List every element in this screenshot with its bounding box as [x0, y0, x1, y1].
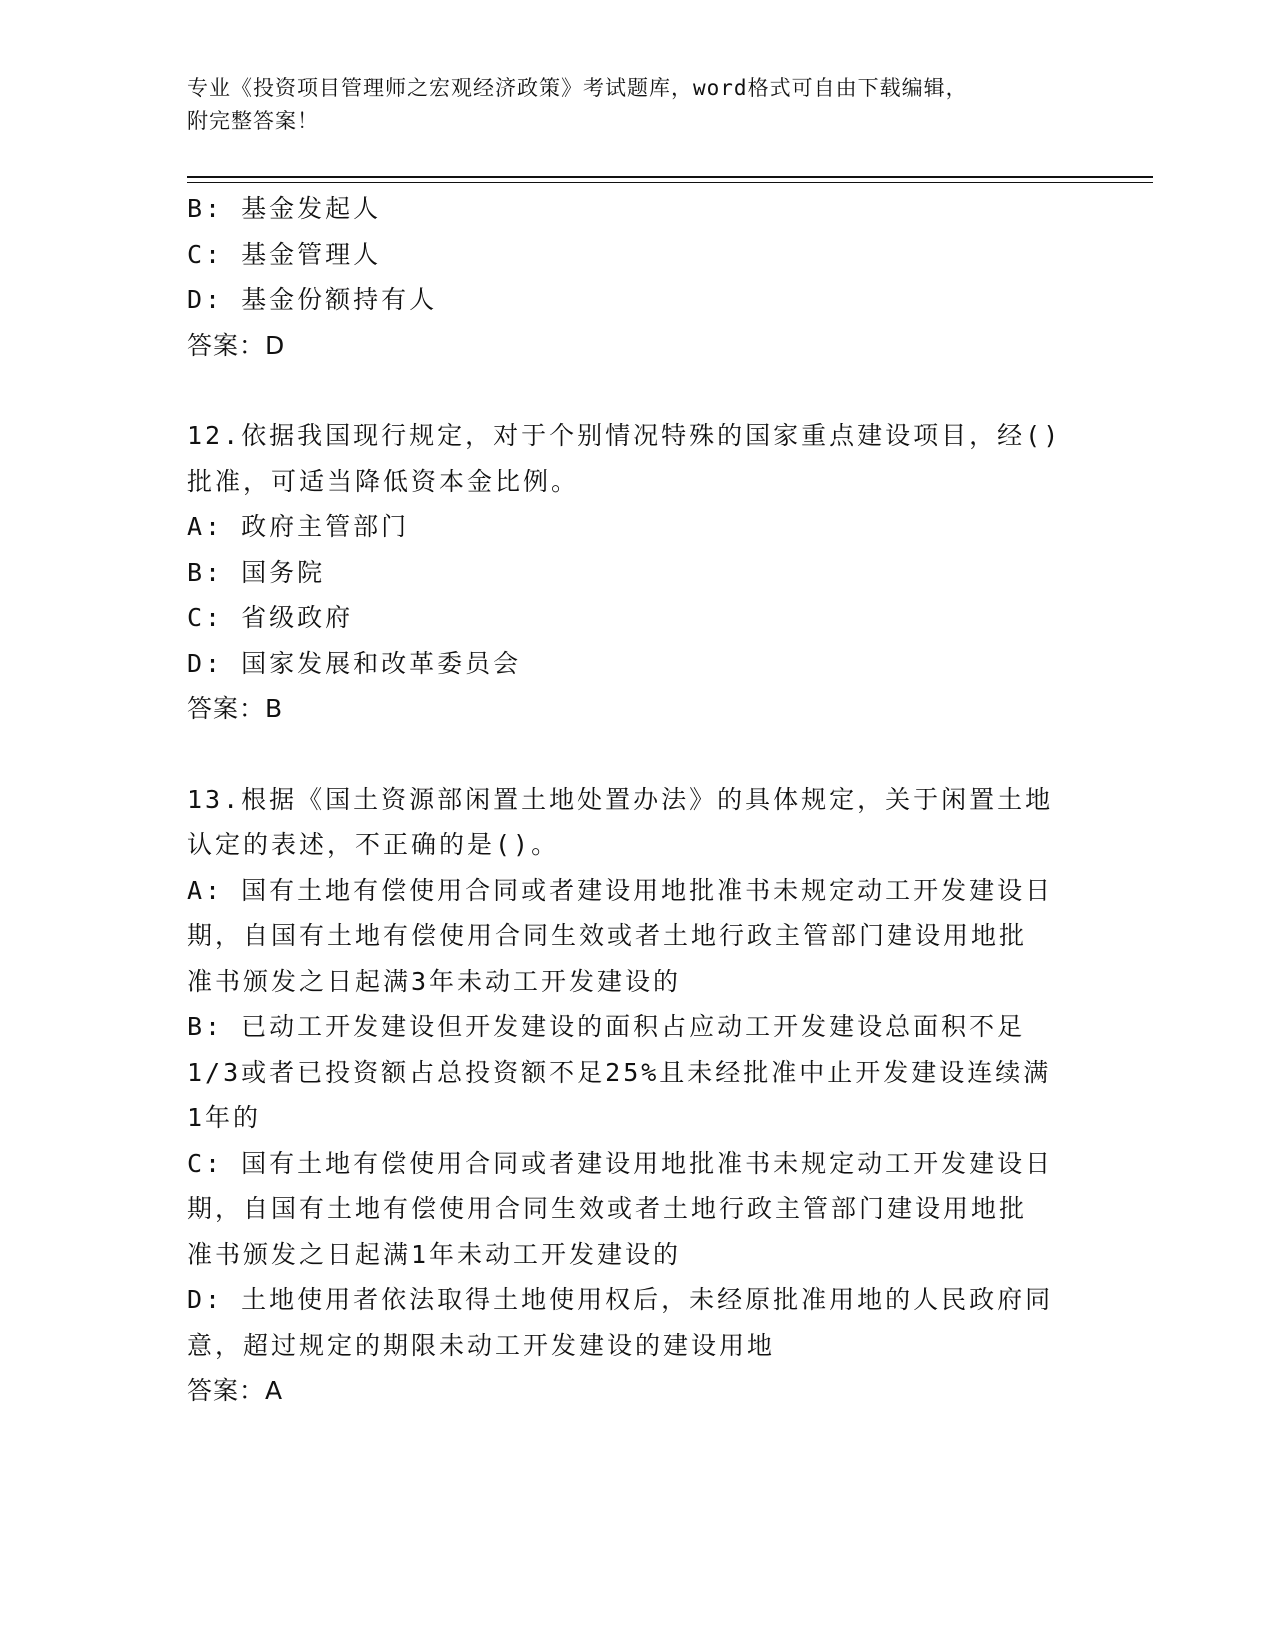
header-line-1: 专业《投资项目管理师之宏观经济政策》考试题库，word格式可自由下载编辑， [187, 76, 968, 100]
option-c-line: C: 国有土地有偿使用合同或者建设用地批准书未规定动工开发建设日 [187, 1148, 1054, 1178]
question-stem-line: 认定的表述，不正确的是()。 [187, 830, 560, 859]
spacer [187, 368, 1087, 413]
option-d-line: D: 土地使用者依法取得土地使用权后，未经原批准用地的人民政府同 [187, 1285, 1054, 1314]
option-b: B: 基金发起人 [187, 194, 382, 223]
option-d: D: 基金份额持有人 [187, 285, 438, 314]
answer-line: 答案：B [187, 694, 284, 723]
answer-line: 答案：A [187, 1376, 284, 1405]
document-body [187, 186, 1087, 1414]
header-line-2: 附完整答案！ [187, 109, 319, 133]
option-b-line: 1年的 [187, 1103, 262, 1132]
option-a-line: 期，自国有土地有偿使用合同生效或者土地行政主管部门建设用地批 [187, 921, 1028, 950]
prev-question-block [187, 186, 1087, 368]
option-c-line: 准书颁发之日起满1年未动工开发建设的 [187, 1239, 682, 1269]
option-c: C: 基金管理人 [187, 239, 382, 269]
option-a-line: 准书颁发之日起满3年未动工开发建设的 [187, 966, 682, 996]
option-a-line: A: 国有土地有偿使用合同或者建设用地批准书未规定动工开发建设日 [187, 875, 1054, 905]
answer-line: 答案：D [187, 330, 286, 360]
header-divider-thin [187, 182, 1153, 183]
option-a: A: 政府主管部门 [187, 512, 410, 541]
option-c-line: 期，自国有土地有偿使用合同生效或者土地行政主管部门建设用地批 [187, 1194, 1028, 1223]
question-12-block [187, 413, 1087, 732]
question-stem-line: 12.依据我国现行规定，对于个别情况特殊的国家重点建设项目，经() [187, 421, 1062, 450]
option-d: D: 国家发展和改革委员会 [187, 648, 522, 678]
option-c: C: 省级政府 [187, 603, 354, 632]
header-divider-thick [187, 176, 1153, 178]
option-d-line: 意，超过规定的期限未动工开发建设的建设用地 [187, 1330, 776, 1360]
option-b-line: 1/3或者已投资额占总投资额不足25%且未经批准中止开发建设连续满 [187, 1057, 1052, 1087]
question-13-block [187, 777, 1087, 1414]
option-b-line: B: 已动工开发建设但开发建设的面积占应动工开发建设总面积不足 [187, 1012, 1026, 1041]
question-stem-line: 批准，可适当降低资本金比例。 [187, 466, 580, 496]
question-stem-line: 13.根据《国土资源部闲置土地处置办法》的具体规定，关于闲置土地 [187, 784, 1054, 814]
document-header [187, 72, 1087, 138]
option-b: B: 国务院 [187, 557, 326, 587]
spacer [187, 732, 1087, 777]
